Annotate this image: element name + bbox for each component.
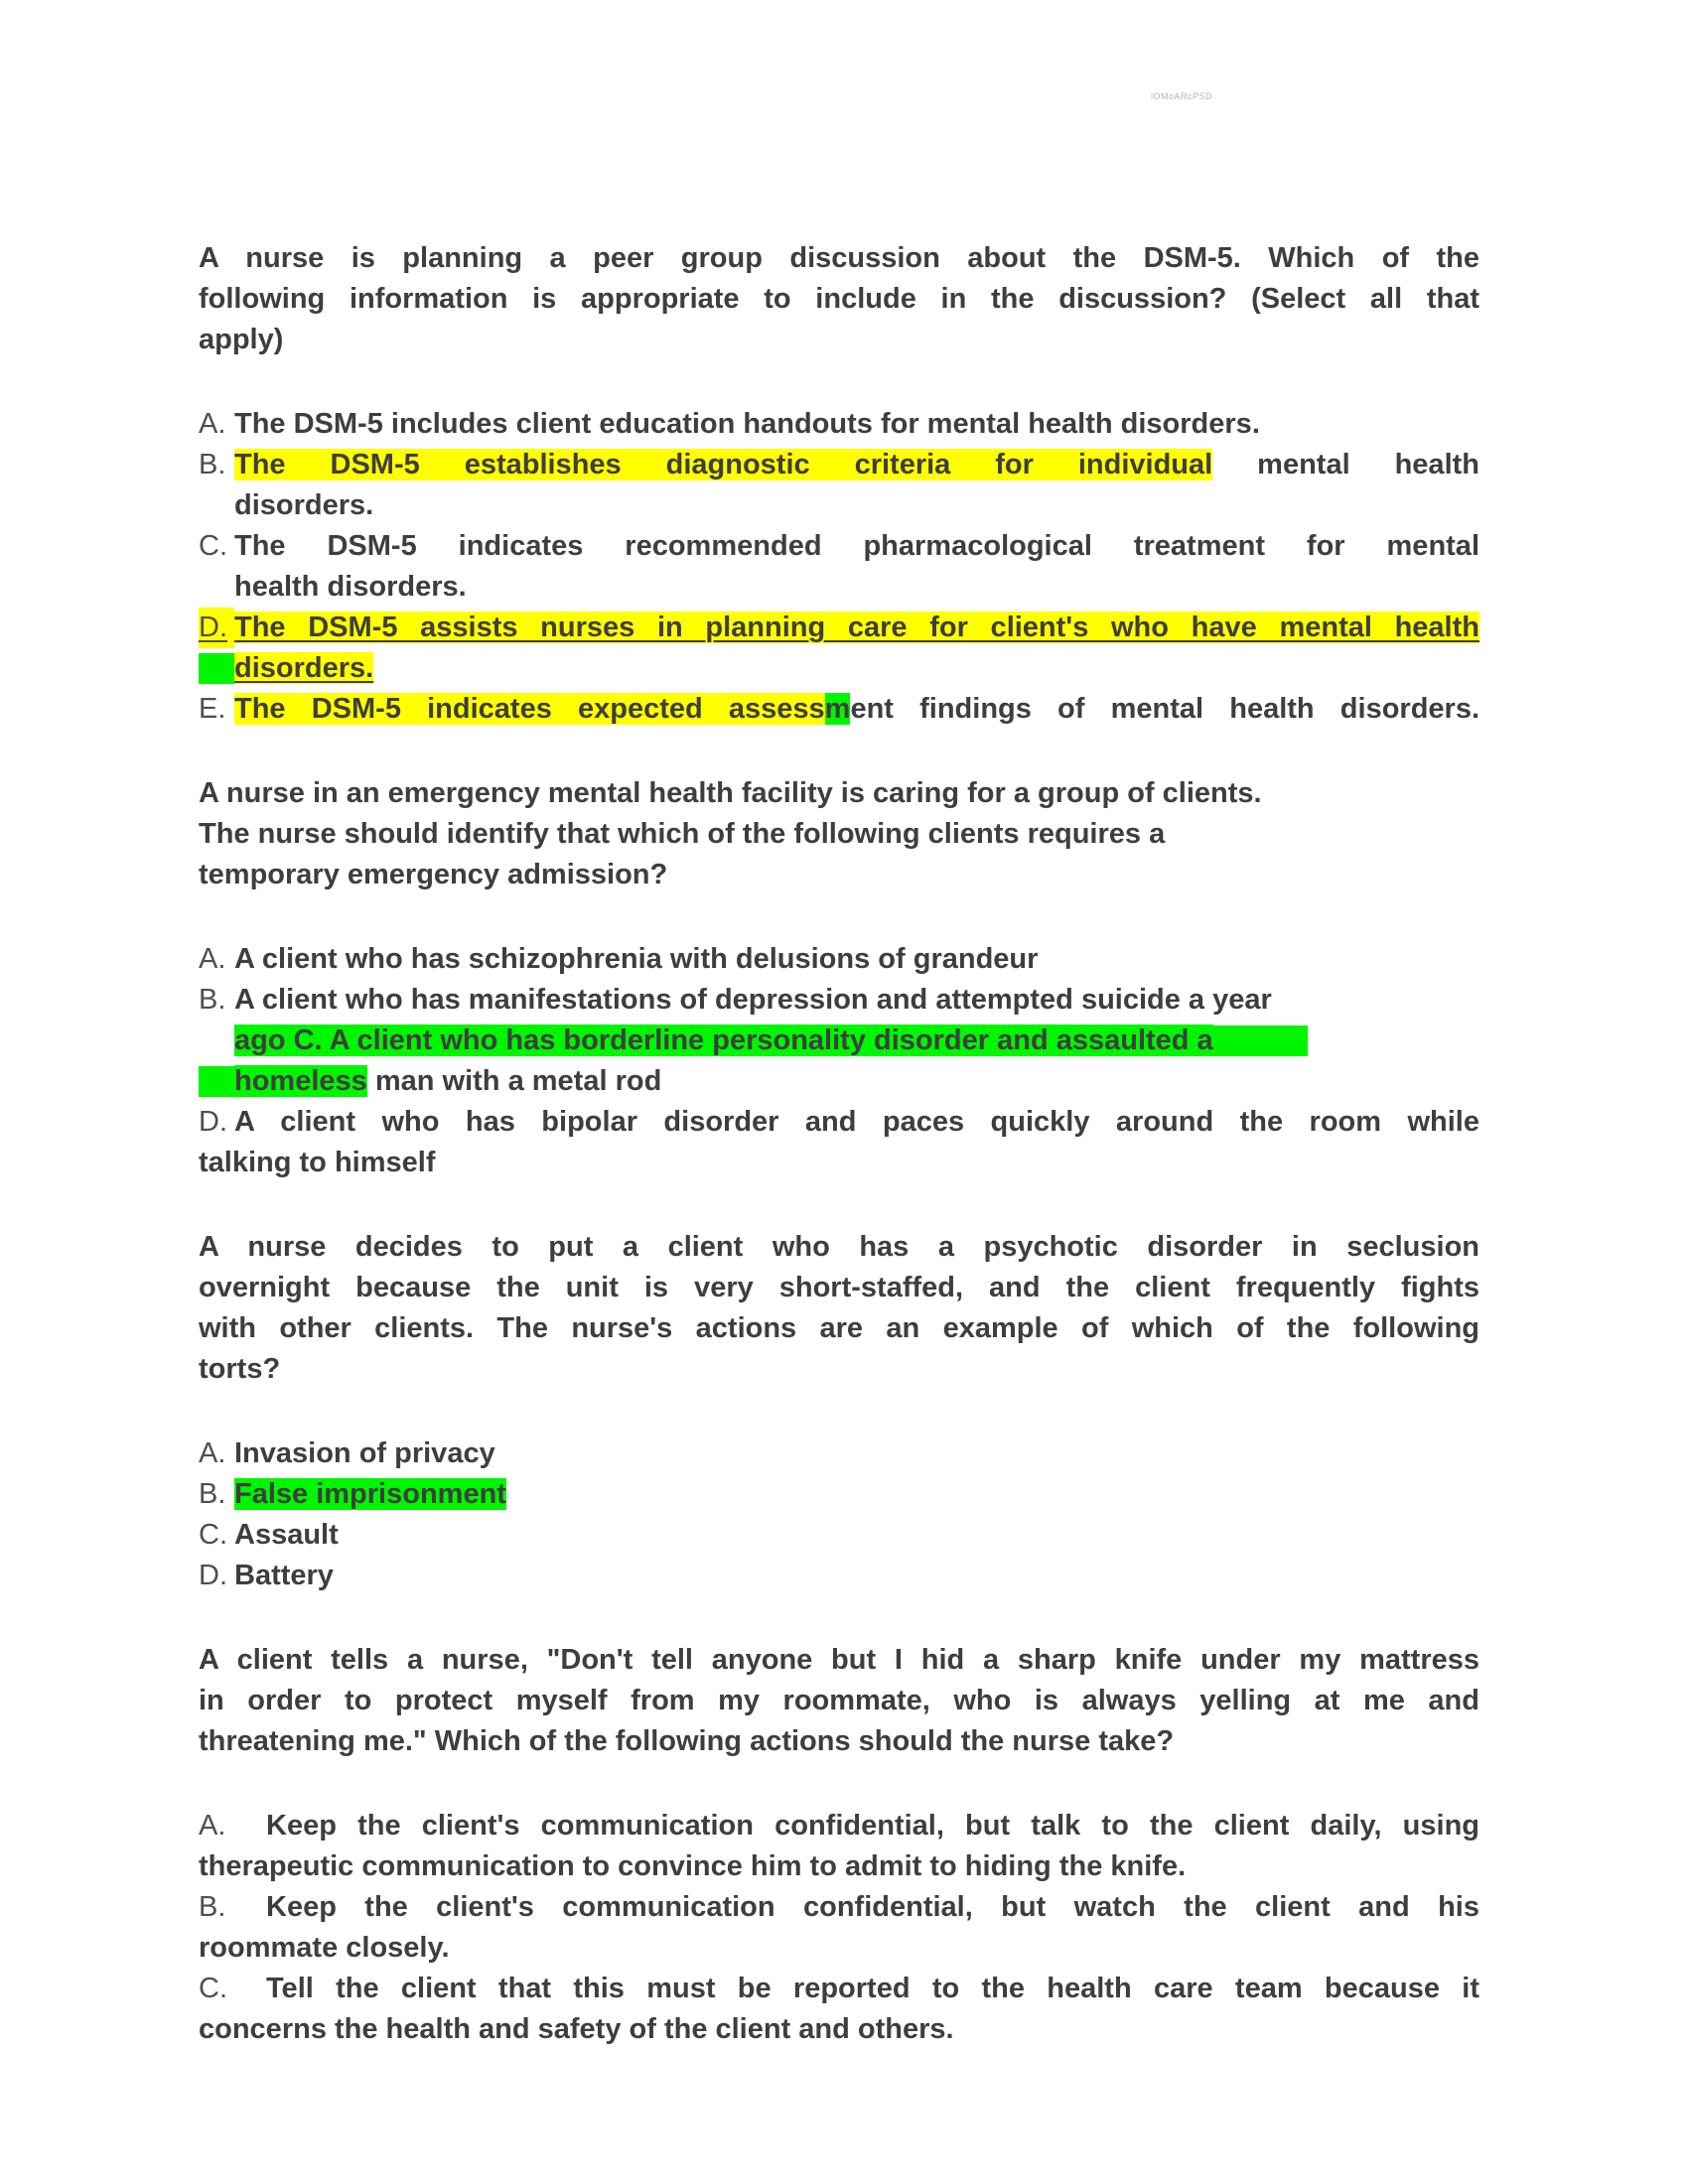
- text-line: [199, 773, 1479, 814]
- text-segment: health disorders.: [234, 571, 467, 603]
- text-segment: concerns the health and safety of the client and others.: [199, 2013, 954, 2045]
- text-line: [199, 608, 1479, 648]
- text-segment: roommate closely.: [199, 1932, 450, 1964]
- option-letter: B.: [199, 1478, 226, 1510]
- question-4-stem: [199, 1640, 1479, 1762]
- text-line: [199, 1721, 1479, 1762]
- question-1-stem: [199, 238, 1479, 360]
- text-line: [199, 526, 1479, 567]
- text-segment: The DSM-5 indicates recommended pharmacological treatment for mental: [234, 530, 1479, 562]
- text-segment: threatening me." Which of the following actions should the nurse take?: [199, 1725, 1175, 1757]
- text-line: [199, 2009, 1479, 2050]
- text-segment: disorders.: [234, 489, 374, 521]
- text-segment: Assault: [234, 1519, 339, 1551]
- text-segment: A client who has bipolar disorder and paces quickly around the room while: [234, 1106, 1479, 1138]
- text-segment: A nurse decides to put a client who has a psychotic disorder in seclusion: [199, 1231, 1479, 1263]
- option-letter: C.: [199, 1519, 227, 1551]
- option-letter: D.: [199, 1106, 227, 1138]
- text-segment: with other clients. The nurse's actions are an example of which of the following: [199, 1312, 1479, 1344]
- text-line: [199, 689, 1479, 730]
- text-line: [199, 1887, 1479, 1928]
- question-1-options: [199, 404, 1479, 730]
- option-letter: B.: [199, 1891, 226, 1923]
- text-line: [199, 238, 1479, 279]
- text-line: [199, 279, 1479, 320]
- option-letter: C.: [199, 1973, 227, 2004]
- text-line: [199, 567, 1479, 608]
- text-line: [199, 980, 1479, 1021]
- text-segment: m: [824, 693, 851, 725]
- highlight-block: [199, 653, 234, 684]
- option-letter: B.: [199, 449, 226, 480]
- watermark-text: lOMoARcPSD: [1150, 91, 1213, 101]
- text-line: [199, 1308, 1479, 1349]
- text-segment: The DSM-5 establishes diagnostic criteria for individual: [234, 449, 1213, 480]
- text-segment: The DSM-5 includes client education handouts for mental health disorders.: [234, 408, 1260, 440]
- question-2-options: [199, 939, 1479, 1183]
- text-segment: temporary emergency admission?: [199, 859, 668, 890]
- text-segment: overnight because the unit is very short-staffed, and the client frequently fights: [199, 1272, 1479, 1303]
- text-segment: torts?: [199, 1353, 281, 1385]
- text-segment: Invasion of privacy: [234, 1437, 495, 1469]
- text-line: [199, 1268, 1479, 1308]
- text-line: [199, 1806, 1479, 1846]
- option-letter: A.: [199, 1437, 226, 1469]
- text-line: [199, 1556, 1479, 1596]
- question-3-stem: [199, 1227, 1479, 1390]
- option-letter: C.: [199, 530, 227, 562]
- text-segment: ent findings of mental health disorders.: [850, 693, 1480, 725]
- text-line: [199, 320, 1479, 360]
- text-segment: in order to protect myself from my roommate, who is always yelling at me and: [199, 1685, 1479, 1716]
- text-segment: apply): [199, 324, 284, 355]
- text-segment: The DSM-5 assists nurses in planning care for client's who have mental health: [234, 612, 1479, 643]
- text-line: [199, 1349, 1479, 1390]
- text-segment: A client tells a nurse, "Don't tell anyone but I hid a sharp knife under my mattress: [199, 1644, 1479, 1676]
- option-letter: B.: [199, 984, 226, 1016]
- text-line: [199, 1433, 1479, 1474]
- text-line: [199, 1681, 1479, 1721]
- text-line: [199, 485, 1479, 526]
- text-segment: talking to himself: [199, 1147, 436, 1178]
- text-line: [199, 814, 1479, 855]
- text-line: [199, 1227, 1479, 1268]
- text-segment: man with a metal rod: [366, 1065, 662, 1097]
- text-segment: A client who has manifestations of depression and attempted suicide a year: [234, 984, 1272, 1016]
- text-segment: False imprisonment: [234, 1478, 506, 1510]
- text-line: [199, 939, 1479, 980]
- text-segment: Keep the client's communication confidential, but watch the client and his: [266, 1891, 1479, 1923]
- text-segment: The nurse should identify that which of the following clients requires a: [199, 818, 1166, 850]
- text-line: [199, 404, 1479, 445]
- text-line: [199, 1021, 1479, 1061]
- text-segment: A nurse is planning a peer group discussion about the DSM-5. Which of the: [199, 242, 1479, 274]
- option-letter: D.: [199, 1560, 227, 1591]
- text-segment: ago C. A client who has borderline personality disorder and assaulted a: [234, 1024, 1213, 1056]
- question-3-options: [199, 1433, 1479, 1596]
- text-line: [199, 1102, 1479, 1143]
- text-line: [199, 648, 1479, 689]
- text-segment: mental health: [1212, 449, 1479, 480]
- text-segment: Keep the client's communication confidential, but talk to the client daily, using: [266, 1810, 1479, 1842]
- text-line: [199, 1143, 1479, 1183]
- highlight-block: [199, 1066, 234, 1097]
- question-2-stem: [199, 773, 1479, 895]
- text-segment: The DSM-5 indicates expected assess: [234, 693, 825, 725]
- text-segment: A client who has schizophrenia with delusions of grandeur: [234, 943, 1039, 975]
- text-segment: A nurse in an emergency mental health facility is caring for a group of clients.: [199, 777, 1262, 809]
- option-letter: A.: [199, 408, 226, 440]
- text-line: [199, 1928, 1479, 1969]
- text-line: [199, 1061, 1479, 1102]
- option-letter: E.: [199, 693, 226, 725]
- text-line: [199, 855, 1479, 895]
- text-segment: Tell the client that this must be reported to the health care team because it: [266, 1973, 1479, 2004]
- text-segment: homeless: [234, 1065, 367, 1097]
- text-line: [199, 1969, 1479, 2009]
- text-segment: Battery: [234, 1560, 334, 1591]
- text-segment: therapeutic communication to convince him to admit to hiding the knife.: [199, 1850, 1187, 1882]
- text-line: [199, 445, 1479, 485]
- text-line: [199, 1846, 1479, 1887]
- text-line: [199, 1640, 1479, 1681]
- text-line: [199, 1474, 1479, 1515]
- option-letter: A.: [199, 943, 226, 975]
- highlight-block: [1213, 1025, 1308, 1056]
- option-letter: A.: [199, 1810, 226, 1842]
- document-content: [199, 238, 1479, 2050]
- text-segment: disorders.: [234, 652, 374, 684]
- option-letter: D.: [199, 608, 234, 648]
- text-line: [199, 1515, 1479, 1556]
- question-4-options: [199, 1806, 1479, 2050]
- text-segment: following information is appropriate to include in the discussion? (Select all that: [199, 283, 1479, 315]
